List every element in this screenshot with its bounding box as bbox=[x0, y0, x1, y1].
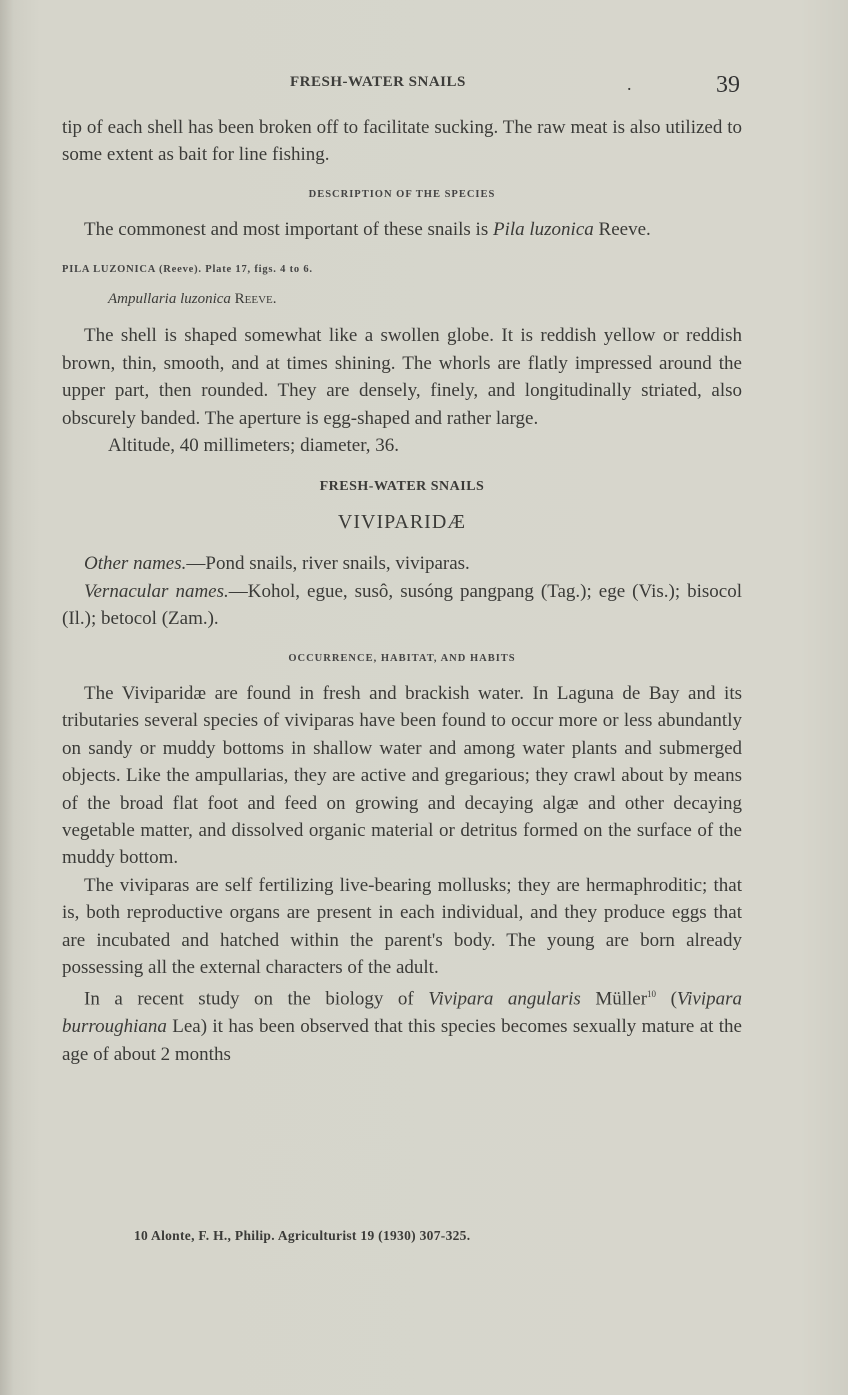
running-title: FRESH-WATER SNAILS bbox=[290, 74, 466, 90]
family-section-heading: FRESH-WATER SNAILS bbox=[319, 479, 485, 495]
description-heading: DESCRIPTION OF THE SPECIES bbox=[308, 188, 496, 200]
page-binding-shadow bbox=[0, 0, 14, 1395]
family-name-heading: VIVIPARIDÆ bbox=[337, 510, 467, 533]
measurements-line: Altitude, 40 millimeters; diameter, 36. bbox=[108, 435, 400, 457]
reproduction-paragraph: The viviparas are self fertilizing live-bearing mollusks; they are hermaphroditic; that is, both reproductive organs are present in each individual, and they produce eggs that are incubated and hatched within the parent's body. The young are born already possessing all the external characters of the adult. bbox=[62, 874, 742, 978]
synonym-line: Ampullaria luzonica Reeve. bbox=[108, 291, 277, 308]
description-paragraph: The commonest and most important of these snails is Pila luzonica Reeve. bbox=[84, 219, 651, 241]
study-paragraph: In a recent study on the biology of Vivipara angularis Müller$^{10}$ (Vivipara burroughiana Lea) it has been observed that this species becomes sexually mature at the age of about 2 months bbox=[62, 988, 743, 1065]
vernacular-names-paragraph: Vernacular names.—Kohol, egue, susô, susóng pangpang (Tag.); ege (Vis.); bisocol (Il.); betocol (Zam.). bbox=[62, 580, 742, 630]
header-dot: . bbox=[627, 74, 632, 94]
page-content bbox=[62, 114, 742, 1068]
intro-paragraph: tip of each shell has been broken off to facilitate sucking. The raw meat is also utilized to some extent as bait for line fishing. bbox=[62, 117, 742, 166]
occurrence-paragraph: The Viviparidæ are found in fresh and brackish water. In Laguna de Bay and its tributaries several species of viviparas have been found to occur more or less abundantly on sandy or muddy bottoms in shallow water and among water plants and submerged objects. Like the ampullarias, they are active and gregarious; they crawl about by means of the broad flat foot and feed on growing and decaying algæ and other decaying vegetable matter, and dissolved organic material or detritus formed on the surface of the muddy bottom. bbox=[62, 682, 742, 869]
other-names-paragraph: Other names.—Pond snails, river snails, viviparas. bbox=[84, 553, 470, 575]
species-heading: PILA LUZONICA (Reeve). Plate 17, figs. 4 to 6. bbox=[62, 263, 313, 275]
page-header bbox=[0, 70, 848, 100]
footnote: 10 Alonte, F. H., Philip. Agriculturist 19 (1930) 307-325. bbox=[134, 1228, 471, 1243]
shell-description-paragraph: The shell is shaped somewhat like a swollen globe. It is reddish yellow or reddish brown, thin, smooth, and at times shining. The whorls are flatly impressed around the upper part, then rounded. They are densely, finely, and longitudinally striated, also obscurely banded. The aperture is egg-shaped and rather large. bbox=[62, 325, 742, 429]
occurrence-heading: OCCURRENCE, HABITAT, AND HABITS bbox=[288, 652, 516, 664]
page-number: 39 bbox=[716, 72, 740, 98]
